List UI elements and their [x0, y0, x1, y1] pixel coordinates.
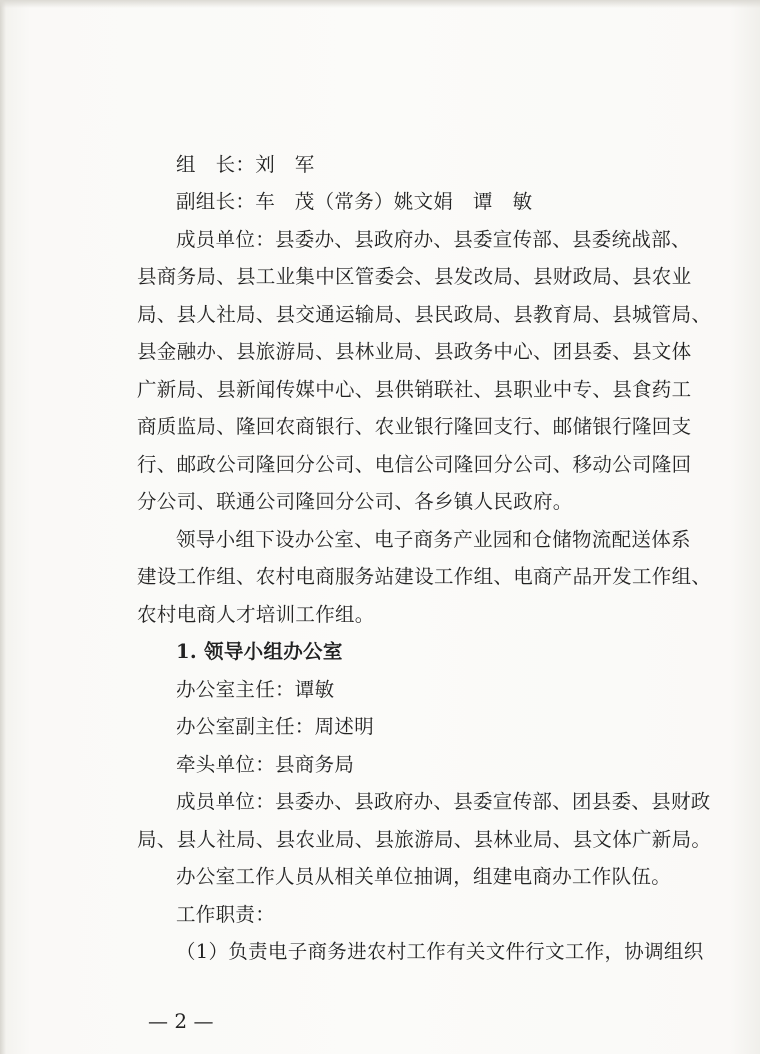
text-line-duty-1: （1）负责电子商务进农村工作有关文件行文工作，协调组织: [176, 940, 704, 963]
text-line-office-deputy-director: 办公室副主任：周述明: [176, 715, 375, 738]
text-line-office-members-2: 局、县人社局、县农业局、县旅游局、县林业局、县文体广新局。: [137, 828, 712, 851]
page-number: — 2 —: [148, 1009, 214, 1033]
scan-edge-top: [0, 0, 760, 8]
text-line-members-6: 商质监局、隆回农商银行、农业银行隆回支行、邮储银行隆回支: [137, 415, 692, 438]
text-line-members-5: 广新局、县新闻传媒中心、县供销联社、县职业中专、县食药工: [137, 378, 692, 401]
text-line-lead-unit: 牵头单位：县商务局: [176, 753, 355, 776]
text-line-leader: 组 长：刘 军: [176, 153, 315, 176]
text-line-members-7: 行、邮政公司隆回分公司、电信公司隆回分公司、移动公司隆回: [137, 453, 692, 476]
text-line-office-setup-1: 领导小组下设办公室、电子商务产业园和仓储物流配送体系: [176, 528, 691, 551]
text-line-office-staff: 办公室工作人员从相关单位抽调，组建电商办工作队伍。: [176, 865, 672, 888]
text-line-office-members-1: 成员单位：县委办、县政府办、县委宣传部、团县委、县财政: [176, 790, 711, 813]
text-line-office-setup-2: 建设工作组、农村电商服务站建设工作组、电商产品开发工作组、: [137, 565, 712, 588]
text-line-members-2: 县商务局、县工业集中区管委会、县发改局、县财政局、县农业: [137, 265, 692, 288]
text-line-office-setup-3: 农村电商人才培训工作组。: [137, 603, 375, 626]
text-line-members-3: 局、县人社局、县交通运输局、县民政局、县教育局、县城管局、: [137, 303, 712, 326]
text-line-members-4: 县金融办、县旅游局、县林业局、县政务中心、团县委、县文体: [137, 340, 692, 363]
text-line-members-8: 分公司、联通公司隆回分公司、各乡镇人民政府。: [137, 490, 573, 513]
scan-edge-left: [0, 0, 6, 1054]
text-line-members-1: 成员单位：县委办、县政府办、县委宣传部、县委统战部、: [176, 228, 691, 251]
text-line-office-director: 办公室主任：谭敏: [176, 678, 335, 701]
text-line-deputy-leader: 副组长：车 茂（常务）姚文娟 谭 敏: [176, 190, 533, 213]
text-line-duties-heading: 工作职责：: [176, 903, 276, 926]
section-heading-office: 1. 领导小组办公室: [176, 640, 343, 663]
